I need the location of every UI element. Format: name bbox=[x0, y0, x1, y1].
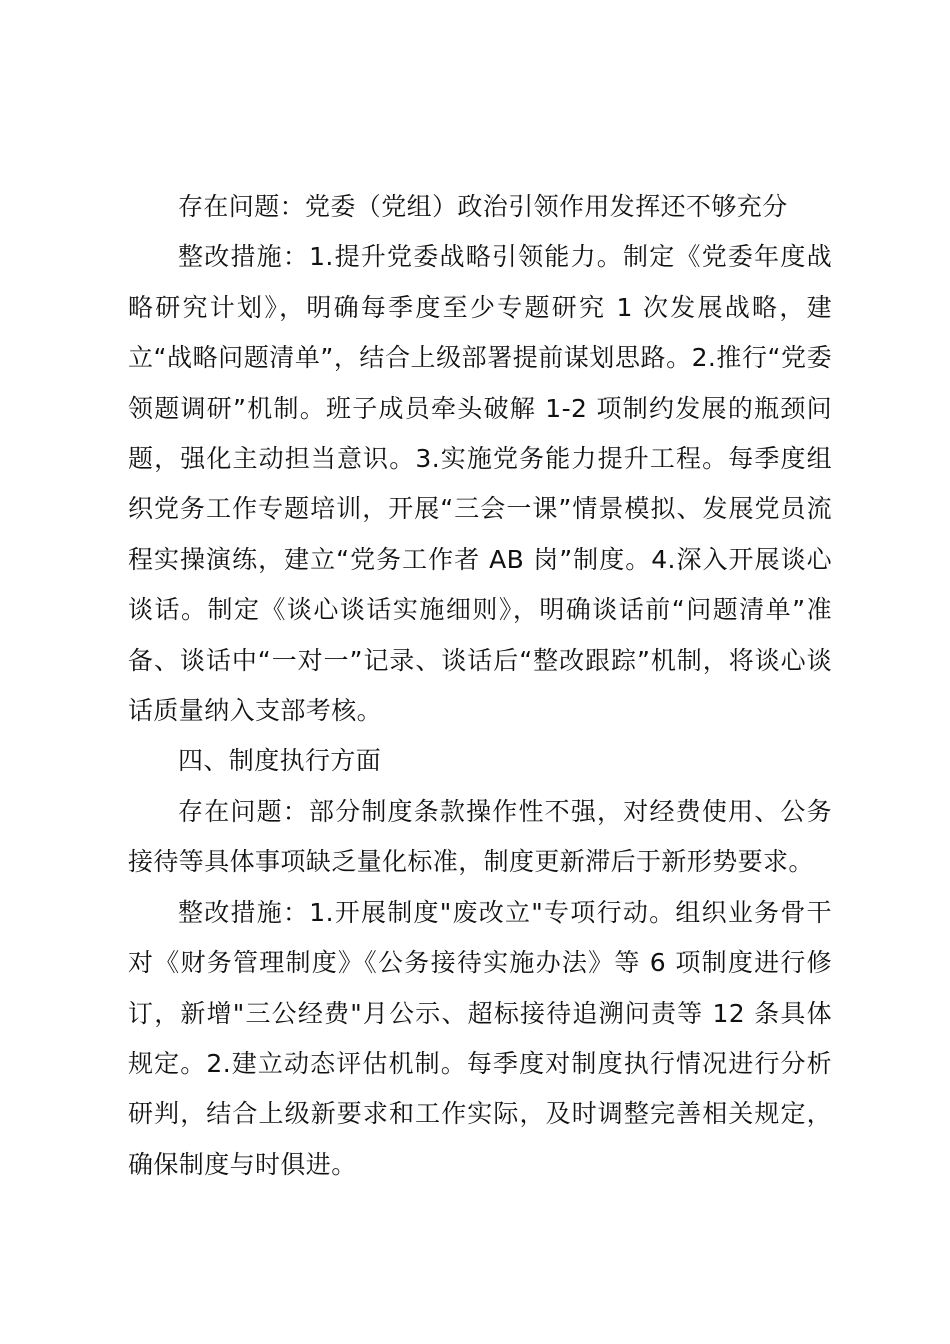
rectification-measures-system-execution: 整改措施：1.开展制度"废改立"专项行动。组织业务骨干对《财务管理制度》《公务接待实施办法》等 6 项制度进行修订，新增"三公经费"月公示、超标接待追溯问责等 12 条具体规定。2.建立动态评估机制。每季度对制度执行情况进行分析研判，结合上级新要求和工作实际，及时调整完善相关规定，确保制度与时俱进。 bbox=[128, 897, 832, 1179]
problem-statement-system-execution: 存在问题：部分制度条款操作性不强，对经费使用、公务接待等具体事项缺乏量化标准，制度更新滞后于新形势要求。 bbox=[128, 796, 832, 877]
rectification-measures-party-leadership: 整改措施：1.提升党委战略引领能力。制定《党委年度战略研究计划》，明确每季度至少专题研究 1 次发展战略，建立“战略问题清单”，结合上级部署提前谋划思路。2.推行“党委领题调研”机制。班子成员牵头破解 1-2 项制约发展的瓶颈问题，强化主动担当意识。3.实施党务能力提升工程。每季度组织党务工作专题培训，开展“三会一课”情景模拟、发展党员流程实操演练，建立“党务工作者 AB 岗”制度。4.深入开展谈心谈话。制定《谈心谈话实施细则》，明确谈话前“问题清单”准备、谈话中“一对一”记录、谈话后“整改跟踪”机制，将谈心谈话质量纳入支部考核。 bbox=[128, 242, 832, 726]
section-heading-system-execution: 四、制度执行方面 bbox=[178, 746, 382, 776]
document-body bbox=[128, 182, 832, 1190]
problem-statement-party-leadership: 存在问题：党委（党组）政治引领作用发挥还不够充分 bbox=[178, 192, 788, 221]
